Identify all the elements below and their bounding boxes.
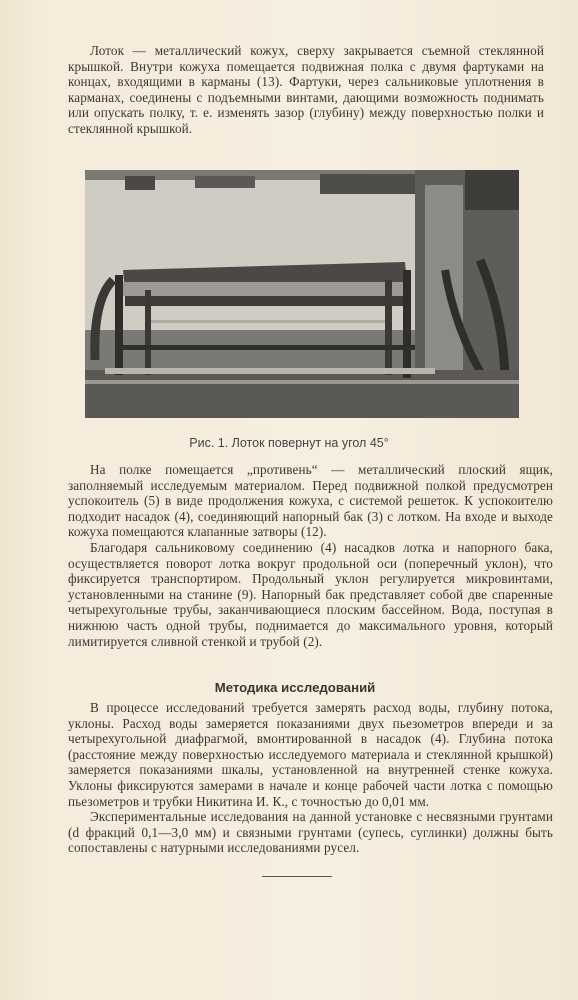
- paragraph-methodology: В процессе исследований требуется замерять расход воды, глубину потока, уклоны. Расход воды замеряется показаниями двух пьезометров впереди и за четырехугольной диафрагмой, вмонтированной в насадок (4). Глубина потока (расстояние между поверхностью исследуемого материала и стеклянной крышкой) замеряется показаниями шкалы, установленной на внутренней стенке кожуха. Уклоны фиксируются замерами в начале и конце рабочей части лотка с помощью пьезометров и трубки Никитина И. К., с точностью до 0,01 мм. Экспериментальные исследования на данной установке с несвязными грунтами (d фракций 0,1—3,0 мм) и связными грунтами (супесь, суглинки) должны быть сопоставлены с натурными исследованиями русел.: [68, 700, 553, 856]
- paragraph-tray-description: На полке помещается „противень“ — металлический плоский ящик, заполняемый исследуемым материалом. Перед подвижной полкой предусмотрен успокоитель (5) в виде продолжения кожуха, с системой решеток. К успокоителю подходит насадок (4), соединяющий напорный бак (3) с лотком. На входе и выходе кожуха помещаются клапанные затворы (12). Благодаря сальниковому соединению (4) насадков лотка и напорного бака, осуществляется поворот лотка вокруг продольной оси (поперечный уклон), что фиксируется транспортиром. Продольный уклон регулируется микровинтами, установленными на станине (9). Напорный бак представляет собой две спаренные четырехугольные трубы, заканчивающиеся плоским бассейном. Вода, поступая в нижнюю часть одной трубы, поднимается до максимального уровня, который лимитируется сливной стенкой и трубой (2).: [68, 462, 553, 649]
- figure-flume-photo: [85, 170, 519, 418]
- section-heading: Методика исследований: [214, 680, 376, 695]
- flume-photo-image: [85, 170, 519, 418]
- paragraph-flume-description: Лоток — металлический кожух, сверху закрывается съемной стеклянной крышкой. Внутри кожуха помещается подвижная полка с двумя фартуками на концах, входящими в карманы (13). Фартуки, через сальниковые уплотнения в карманах, соединены с подъемными винтами, дающими возможность поднимать или опускать полку, т. е. изменять зазор (глубину) между поверхностью полки и стеклянной крышкой.: [68, 43, 544, 136]
- end-rule: [262, 876, 332, 877]
- figure-caption: Рис. 1. Лоток повернут на угол 45°: [189, 436, 389, 450]
